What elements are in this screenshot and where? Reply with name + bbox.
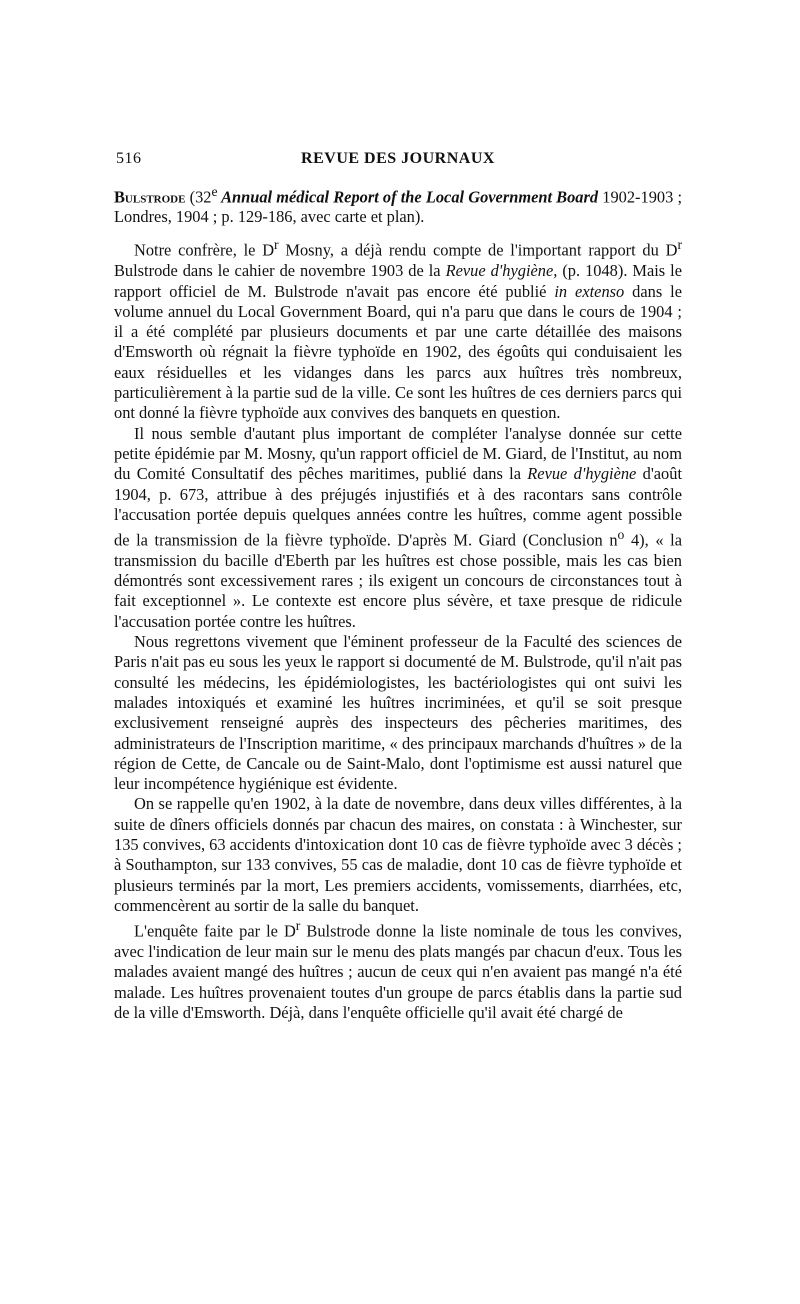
paragraph-3 xyxy=(114,632,682,794)
para1-text-1: Notre confrère, le D xyxy=(134,240,275,260)
page-number: 516 xyxy=(116,150,142,167)
paragraph-1 xyxy=(114,235,682,423)
para1-text-5: dans le volume annuel du Local Government Board, qui n'a paru que dans le cours de 1904 ; il a été complété par plusieurs documents et par une carte détaillée des maisons d'Emsworth où régnait la fièvre typhoïde en 1902, des égoûts qui conduisaient les eaux résiduelles et les vidanges dans les parcs aux huîtres très nombreux, particulièrement à la partie sud de la ville. Ce sont les huîtres de ces derniers parcs qui ont donné la fièvre typhoïde aux convives des banquets en question. xyxy=(114,281,682,423)
paragraph-2 xyxy=(114,424,682,632)
para2-text-2: d'août 1904, p. 673, attribue à des préjugés injustifiés et à des racontars sans contrôle l'accusation portée depuis quelques années contre les huîtres, comme agent possible de la transmission de la fièvre typhoïde. D'après M. Giard (Conclusion n xyxy=(114,464,682,550)
para1-text-3: Bulstrode dans le cahier de novembre 1903 de la xyxy=(114,261,446,281)
page-header xyxy=(114,150,682,176)
para4-text-1: On se rappelle qu'en 1902, à la date de novembre, dans deux villes différentes, à la suite de dîners officiels donnés par chacun des maires, on constata : à Winchester, sur 135 convives, 63 accidents d'intoxication dont 10 cas de fièvre typhoïde avec 3 décès ; à Southampton, sur 133 convives, 55 cas de maladie, dont 10 cas de fièvre typhoïde et plusieurs terminés par la mort, Les premiers accidents, vomissements, diarrhées, etc, commencèrent au sortir de la salle du banquet. xyxy=(114,794,682,915)
citation-sup: e xyxy=(211,184,218,199)
paragraph-4 xyxy=(114,794,682,916)
para1-italic-2: in extenso xyxy=(554,281,625,301)
running-title: REVUE DES JOURNAUX xyxy=(301,150,495,167)
para3-text-1: Nous regrettons vivement que l'éminent professeur de la Faculté des sciences de Paris n'ait pas eu sous les yeux le rapport si documenté de M. Bulstrode, qu'il n'ait pas consulté les médecins, les épidémiologistes, les bactériologistes qui ont suivi les malades intoxiqués et examiné les huîtres incriminées, et qu'il se soit presque exclusivement renseigné auprès des inspecteurs des pêcheries maritimes, des administrateurs de l'Inscription maritime, « des principaux marchands d'huîtres » de la région de Cette, de Cancale ou de Saint-Malo, dont l'optimisme est aussi naturel que leur incompétence hygiénique est évidente. xyxy=(114,632,682,794)
para5-text-1: L'enquête faite par le D xyxy=(134,921,296,941)
para2-text-3: 4), « la transmission du bacille d'Eberth par les huîtres est chose possible, mais les cas bien démontrés sont excessivement rares ; ils exigent un concours de circonstances tout à fait exceptionnel ». Le contexte est encore plus sévère, et taxe presque de ridicule l'accusation portée contre les huîtres. xyxy=(114,530,682,631)
para1-sup-2: r xyxy=(677,237,683,253)
paragraph-5 xyxy=(114,916,682,1023)
bibliographic-citation xyxy=(114,182,682,227)
para2-sup-1: o xyxy=(617,527,625,543)
para1-text-2: Mosny, a déjà rendu compte de l'important rapport du D xyxy=(278,240,678,260)
para1-sup-1: r xyxy=(274,237,279,253)
citation-details: 1902-1903 ; Londres, 1904 ; p. 129-186, avec carte et plan). xyxy=(114,187,682,227)
para5-sup-1: r xyxy=(295,918,301,934)
para1-text-4: (p. 1048). Mais le rapport officiel de M. Bulstrode n'avait pas encore été publié xyxy=(114,261,682,301)
para1-italic-1: Revue d'hygiène, xyxy=(445,261,558,281)
para5-text-2: Bulstrode donne la liste nominale de tous les convives, avec l'indication de leur main sur le menu des plats mangés par chacun d'eux. Tous les malades avaient mangé des huîtres ; aucun de ceux qui n'en avaient pas mangé n'a été malade. Les huîtres provenaient toutes d'un groupe de parcs établis dans la partie sud de la ville d'Emsworth. Déjà, dans l'enquête officielle qu'il avait été chargé de xyxy=(114,921,683,1022)
para2-italic-1: Revue d'hygiène xyxy=(527,464,637,484)
citation-author: Bulstrode xyxy=(114,187,186,207)
citation-open: (32 xyxy=(185,187,212,207)
citation-title: Annual médical Report of the Local Government Board xyxy=(217,187,599,207)
para2-text-1: Il nous semble d'autant plus important de compléter l'analyse donnée sur cette petite épidémie par M. Mosny, qu'un rapport officiel de M. Giard, de l'Institut, au nom du Comité Consultatif des pêches maritimes, publié dans la xyxy=(114,423,682,484)
document-page xyxy=(114,150,682,1023)
